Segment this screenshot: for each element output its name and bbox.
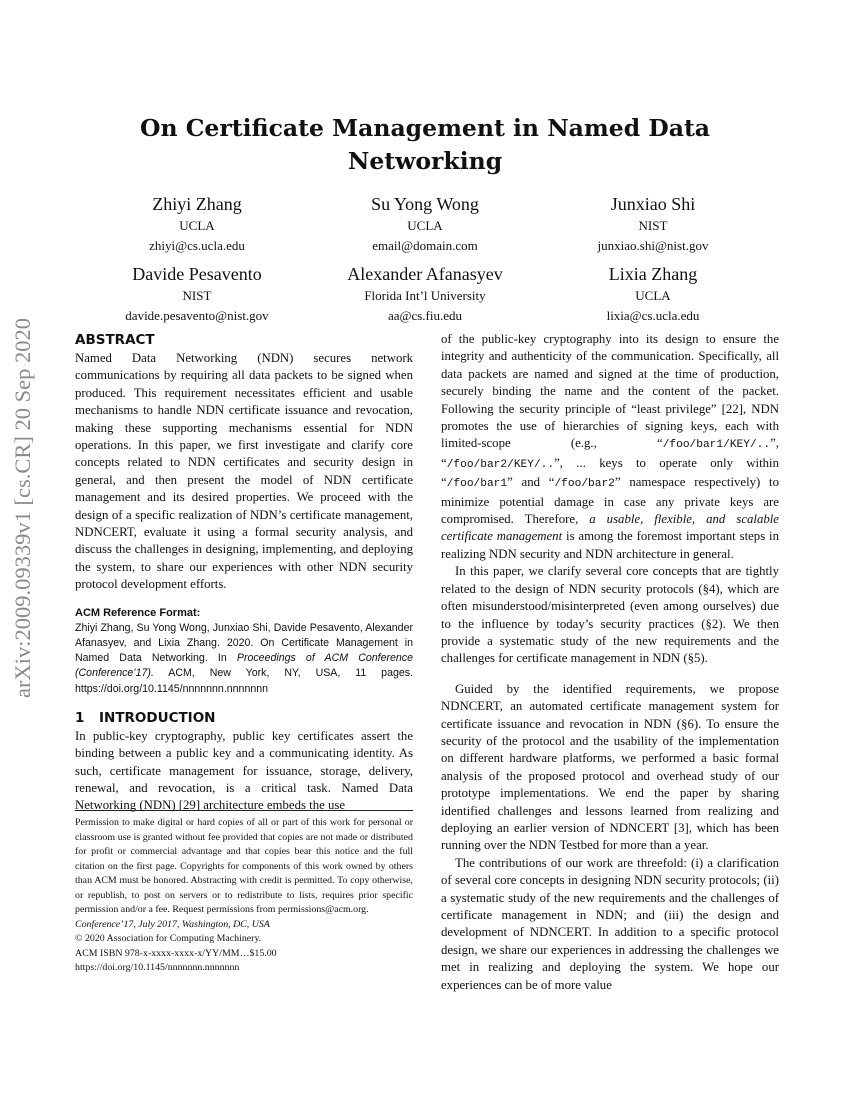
- copyright-line: © 2020 Association for Computing Machinery.: [75, 933, 262, 944]
- author-name: Su Yong Wong: [371, 194, 479, 214]
- author-email: lixia@cs.ucla.edu: [606, 308, 700, 323]
- section-title: INTRODUCTION: [99, 709, 216, 726]
- author-email: zhiyi@cs.ucla.edu: [149, 238, 245, 253]
- right-paragraph-3: Guided by the identified requirements, we propose NDNCERT, an automated certificate management system for certificate issuance and revocation in NDN (§6). To ensure the security of the protocol and the usability of the implementation on different hardware platforms, we performed a basic formal analysis of the proposed protocol and overhead study of our prototype implementations. We end the paper by sharing identified challenges and lessons learned from realizing and deploying an earlier version of NDNCERT [3], which has been running over the NDN Testbed for more than a year.: [441, 681, 779, 853]
- code-path: /foo/bar2: [554, 478, 615, 491]
- author-1: [82, 192, 312, 256]
- emphasis-text: a usable, flexible, and scalable certificate management: [441, 512, 779, 544]
- right-paragraph-1: of the public-key cryptography into its design to ensure the integrity and authenticity of the communication. Specifically, all data packets are named and signed at the time of production, securely binding the name and the content of the packet. Following the security principle of “least privilege” [22], NDN promotes the use of hierarchies of signing keys, each with limited-scope (e.g., “/foo/bar1/KEY/..”, “/foo/bar2/KEY/..”, ... keys to operate only within “/foo/bar1” and “/foo/bar2” namespace respectively) to minimize potential damage in case any private keys are compromised. Therefore, a usable, flexible, and scalable certificate management is among the foremost important steps in realizing NDN security and NDN architecture in general.: [441, 332, 780, 561]
- author-affiliation: NIST: [638, 218, 668, 233]
- doi-line: https://doi.org/10.1145/nnnnnnn.nnnnnnn: [75, 962, 240, 973]
- intro-heading: [75, 709, 413, 728]
- author-email: davide.pesavento@nist.gov: [125, 308, 269, 323]
- paper-title: On Certificate Management in Named Data Networking: [139, 114, 711, 175]
- author-5: [310, 262, 540, 326]
- right-paragraph-2: In this paper, we clarify several core concepts that are tightly related to the design of NDN security protocols (§4), which are often misunderstood/misinterpreted (even among ourselves) due to the influence by today’s security practices (§2). We then provide a systematic study of the new requirements and the challenges for certificate management in NDN (§5).: [441, 564, 779, 666]
- author-email: email@domain.com: [372, 238, 478, 253]
- author-6: [538, 262, 768, 326]
- author-3: [538, 192, 768, 256]
- right-column: [441, 331, 779, 994]
- author-name: Davide Pesavento: [132, 264, 262, 284]
- author-affiliation: UCLA: [179, 218, 215, 233]
- isbn-line: ACM ISBN 978-x-xxxx-xxxx-x/YY/MM…$15.00: [75, 947, 277, 959]
- permission-block: [75, 810, 413, 976]
- intro-paragraph-1: In public-key cryptography, public key certificates assert the binding between a public key and a communicating identity. As such, certificate management for issuance, storage, delivery, renewal, and revocation, is a critical task. Named Data Networking (NDN) [29] architecture embeds the use: [75, 728, 413, 813]
- author-email: aa@cs.fiu.edu: [387, 308, 463, 323]
- author-affiliation: NIST: [182, 288, 212, 303]
- author-name: Junxiao Shi: [610, 194, 696, 214]
- acm-reference-heading: ACM Reference Format:: [75, 606, 201, 619]
- author-4: [82, 262, 312, 326]
- abstract-text: Named Data Networking (NDN) secures network communications by requiring all data packets to be signed when produced. This requirement necessitates efficient and usable mechanisms to handle NDN certificate issuance and revocation, making these supporting mechanisms essential for NDN operations. In this paper, we first investigate and clarify core concepts related to NDN certificates and security design in general, and then present the model of NDN certificate management and its desired properties. We proceed with the design of a specific realization of NDN’s certificate management, NDNCERT, evaluate it using a formal security analysis, and discuss the challenges in designing, implementing, and deploying the system, to share our experiences with other NDN security protocol development efforts.: [75, 351, 413, 592]
- code-path: /foo/bar2/KEY/..: [446, 458, 555, 471]
- abstract-heading: ABSTRACT: [75, 332, 155, 348]
- left-column: [75, 331, 413, 815]
- section-number: 1: [75, 709, 85, 726]
- author-affiliation: UCLA: [407, 218, 443, 233]
- right-paragraph-4: The contributions of our work are threefold: (i) a clarification of several core concepts in designing NDN security protocols; (ii) a systematic study of the new requirements and the challenges of certificate management in NDN; and (iii) the design and development of NDNCERT. In addition to a specific protocol design, we share our experiences in addressing the challenges we met in realizing and deploying the system. We hope our experiences can be of more value: [441, 855, 779, 992]
- author-name: Lixia Zhang: [608, 264, 698, 284]
- author-email: junxiao.shi@nist.gov: [597, 238, 709, 253]
- code-path: /foo/bar1: [446, 478, 508, 491]
- author-name: Alexander Afanasyev: [347, 264, 503, 284]
- code-path: /foo/bar1/KEY/..: [662, 439, 771, 452]
- arxiv-stamp: arXiv:2009.09339v1 [cs.CR] 20 Sep 2020: [10, 318, 35, 698]
- author-affiliation: Florida Int’l University: [364, 288, 486, 303]
- author-2: [310, 192, 540, 256]
- author-name: Zhiyi Zhang: [152, 194, 242, 214]
- author-affiliation: UCLA: [635, 288, 671, 303]
- reference-venue: Proceedings of ACM Conference (Conference’17).: [75, 652, 413, 680]
- conference-line: Conference’17, July 2017, Washington, DC, USA: [75, 918, 270, 930]
- permission-text: Permission to make digital or hard copies of all or part of this work for personal or classroom use is granted without fee provided that copies are not made or distributed for profit or commercial advantage and that copies bear this notice and the full citation on the first page. Copyrights for components of this work owned by others than ACM must be honored. Abstracting with credit is permitted. To copy otherwise, or republish, to post on servers or to redistribute to lists, requires prior specific permission and/or a fee. Request permissions from permissions@acm.org.: [75, 817, 413, 915]
- acm-reference-text: Zhiyi Zhang, Su Yong Wong, Junxiao Shi, Davide Pesavento, Alexander Afanasyev, and Lixia Zhang. 2020. On Certificate Management in Named Data Networking. In Proceedings of ACM Conference (Conference’17). ACM, New York, NY, USA, 11 pages. https://doi.org/10.1145/nnnnnnn.nnnnnnn: [75, 621, 413, 695]
